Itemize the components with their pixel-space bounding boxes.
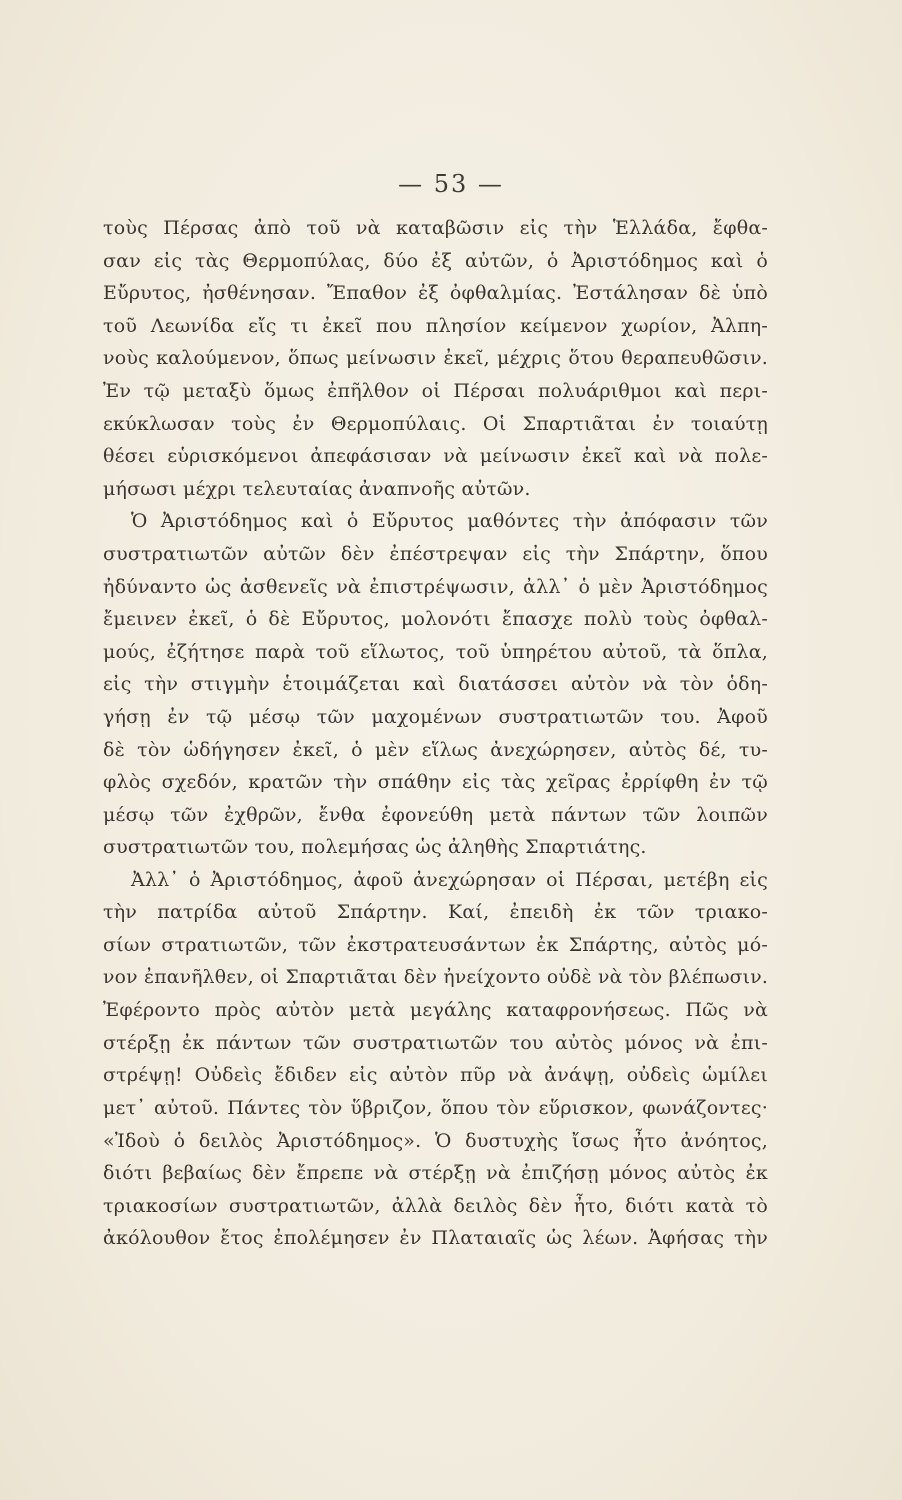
text-line: στρέψῃ! Οὐδεὶς ἔδιδεν εἰς αὐτὸν πῦρ νὰ ἀνάψῃ, οὐδεὶς ὡμίλει — [103, 1064, 768, 1087]
text-line: συστρατιωτῶν αὐτῶν δὲν ἐπέστρεψαν εἰς τὴν Σπάρτην, ὅπου — [103, 542, 768, 565]
text-line: τριακοσίων συστρατιωτῶν, ἀλλὰ δειλὸς δὲν ἦτο, διότι κατὰ τὸ — [103, 1194, 768, 1217]
text-line: φλὸς σχεδόν, κρατῶν τὴν σπάθην εἰς τὰς χεῖρας ἐρρίφθη ἐν τῷ — [103, 771, 768, 794]
text-line: σίων στρατιωτῶν, τῶν ἐκστρατευσάντων ἐκ Σπάρτης, αὐτὸς μό- — [103, 934, 768, 957]
text-line: θέσει εὑρισκόμενοι ἀπεφάσισαν νὰ μείνωσιν ἐκεῖ καὶ νὰ πολε- — [103, 445, 768, 468]
text-line: δὲ τὸν ὡδήγησεν ἐκεῖ, ὁ μὲν εἵλως ἀνεχώρησεν, αὐτὸς δέ, τυ- — [103, 738, 768, 761]
paragraph-end-line: συστρατιωτῶν του, πολεμήσας ὡς ἀληθὴς Σπαρτιάτης. — [103, 836, 647, 859]
text-line: μετ᾽ αὐτοῦ. Πάντες τὸν ὕβριζον, ὅπου τὸν εὕρισκον, φωνάζοντες· — [103, 1097, 768, 1120]
paragraph-start-line: Ὁ Ἀριστόδημος καὶ ὁ Εὔρυτος μαθόντες τὴν ἀπόφασιν τῶν — [131, 510, 768, 533]
text-line: τοῦ Λεωνίδα εἴς τι ἐκεῖ που πλησίον κείμενον χωρίον, Ἀλπη- — [103, 314, 768, 337]
text-line: μούς, ἐζήτησε παρὰ τοῦ εἵλωτος, τοῦ ὑπηρέτου αὐτοῦ, τὰ ὅπλα, — [103, 640, 768, 663]
text-line: μέσῳ τῶν ἐχθρῶν, ἔνθα ἐφονεύθη μετὰ πάντων τῶν λοιπῶν — [103, 803, 768, 826]
text-line: ἀκόλουθον ἔτος ἐπολέμησεν ἐν Πλαταιαῖς ὡς λέων. Ἀφήσας τὴν — [103, 1227, 768, 1250]
text-line: Ἐφέροντο πρὸς αὐτὸν μετὰ μεγάλης καταφρονήσεως. Πῶς νὰ — [103, 999, 768, 1022]
text-line: σαν εἰς τὰς Θερμοπύλας, δύο ἐξ αὐτῶν, ὁ Ἀριστόδημος καὶ ὁ — [103, 249, 768, 272]
text-line: στέρξῃ ἐκ πάντων τῶν συστρατιωτῶν του αὐτὸς μόνος νὰ ἐπι- — [103, 1031, 768, 1054]
text-line: νον ἐπανῆλθεν, οἱ Σπαρτιᾶται δὲν ἠνείχοντο οὐδὲ νὰ τὸν βλέπωσιν. — [103, 966, 768, 988]
text-line: εἰς τὴν στιγμὴν ἑτοιμάζεται καὶ διατάσσει αὐτὸν νὰ τὸν ὁδη- — [103, 673, 768, 696]
text-line: Ἐν τῷ μεταξὺ ὅμως ἐπῆλθον οἱ Πέρσαι πολυάριθμοι καὶ περι- — [103, 379, 768, 402]
paragraph-end-line: μήσωσι μέχρι τελευταίας ἀναπνοῆς αὐτῶν. — [103, 477, 531, 500]
text-line: γήσῃ ἐν τῷ μέσῳ τῶν μαχομένων συστρατιωτῶν του. Ἀφοῦ — [103, 705, 768, 728]
text-line: διότι βεβαίως δὲν ἔπρεπε νὰ στέρξῃ νὰ ἐπιζήσῃ μόνος αὐτὸς ἐκ — [103, 1162, 768, 1185]
text-line: τοὺς Πέρσας ἀπὸ τοῦ νὰ καταβῶσιν εἰς τὴν Ἑλλάδα, ἔφθα- — [103, 217, 768, 239]
paragraph-start-line: Ἀλλ᾽ ὁ Ἀριστόδημος, ἀφοῦ ἀνεχώρησαν οἱ Πέρσαι, μετέβη εἰς — [131, 868, 768, 891]
text-line: ἠδύναντο ὡς ἀσθενεῖς νὰ ἐπιστρέψωσιν, ἀλλ᾽ ὁ μὲν Ἀριστόδημος — [103, 575, 768, 598]
text-line: τὴν πατρίδα αὐτοῦ Σπάρτην. Καί, ἐπειδὴ ἐκ τῶν τριακο- — [103, 901, 768, 924]
text-line: Εὔρυτος, ἠσθένησαν. Ἔπαθον ἐξ ὀφθαλμίας. Ἐστάλησαν δὲ ὑπὸ — [103, 282, 768, 305]
text-line: «Ἰδοὺ ὁ δειλὸς Ἀριστόδημος». Ὁ δυστυχὴς ἴσως ἦτο ἀνόητος, — [103, 1129, 768, 1152]
text-line: εκύκλωσαν τοὺς ἐν Θερμοπύλαις. Οἱ Σπαρτιᾶται ἐν τοιαύτῃ — [103, 412, 768, 435]
text-line: ἔμεινεν ἐκεῖ, ὁ δὲ Εὔρυτος, μολονότι ἔπασχε πολὺ τοὺς ὀφθαλ- — [103, 608, 768, 631]
page-number: — 53 — — [398, 170, 504, 198]
body-text — [103, 212, 768, 1255]
text-line: νοὺς καλούμενον, ὅπως μείνωσιν ἐκεῖ, μέχρις ὅτου θεραπευθῶσιν. — [103, 347, 768, 370]
